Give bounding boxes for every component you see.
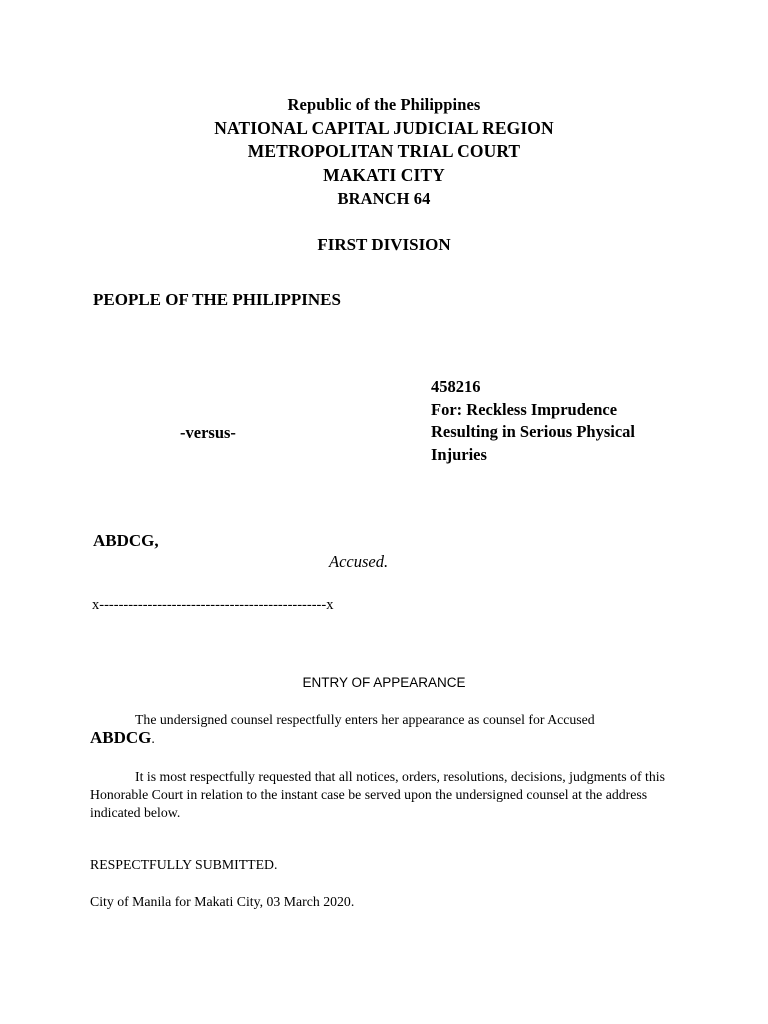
header-region: NATIONAL CAPITAL JUDICIAL REGION: [214, 117, 554, 138]
accused-label: Accused.: [329, 552, 389, 571]
plaintiff-name: PEOPLE OF THE PHILIPPINES: [93, 290, 341, 309]
header-republic: Republic of the Philippines: [287, 95, 481, 114]
case-offense-line2: Resulting in Serious Physical: [431, 422, 635, 441]
closing-submitted: RESPECTFULLY SUBMITTED.: [90, 857, 278, 872]
header-city: MAKATI CITY: [323, 164, 445, 185]
caption-separator: x-----------------------------------------------x: [92, 597, 334, 613]
header-branch: BRANCH 64: [337, 189, 431, 208]
case-offense-line3: Injuries: [431, 444, 487, 464]
case-details: [431, 376, 731, 466]
case-offense-line1: For: Reckless Imprudence: [431, 399, 618, 419]
paragraph-appearance: [90, 711, 680, 748]
paragraph-accused-name: ABDCG: [90, 728, 152, 747]
case-number: 458216: [431, 377, 481, 396]
paragraph-period: .: [151, 731, 155, 746]
accused-name: ABDCG,: [93, 531, 159, 550]
header-court: METROPOLITAN TRIAL COURT: [247, 141, 521, 161]
paragraph-request: It is most respectfully requested that all notices, orders, resolutions, decisions, judgments of this Honorable Court in relation to the instant case be served upon the undersigned counsel at the address indicated below.: [90, 769, 665, 820]
division-title: FIRST DIVISION: [317, 235, 451, 254]
document-title: ENTRY OF APPEARANCE: [302, 675, 466, 690]
place-date-line: City of Manila for Makati City, 03 March 2020.: [90, 894, 355, 909]
court-header: [0, 93, 768, 211]
paragraph-appearance-text: The undersigned counsel respectfully enters her appearance as counsel for Accused: [135, 712, 595, 727]
versus-label: -versus-: [180, 423, 236, 442]
